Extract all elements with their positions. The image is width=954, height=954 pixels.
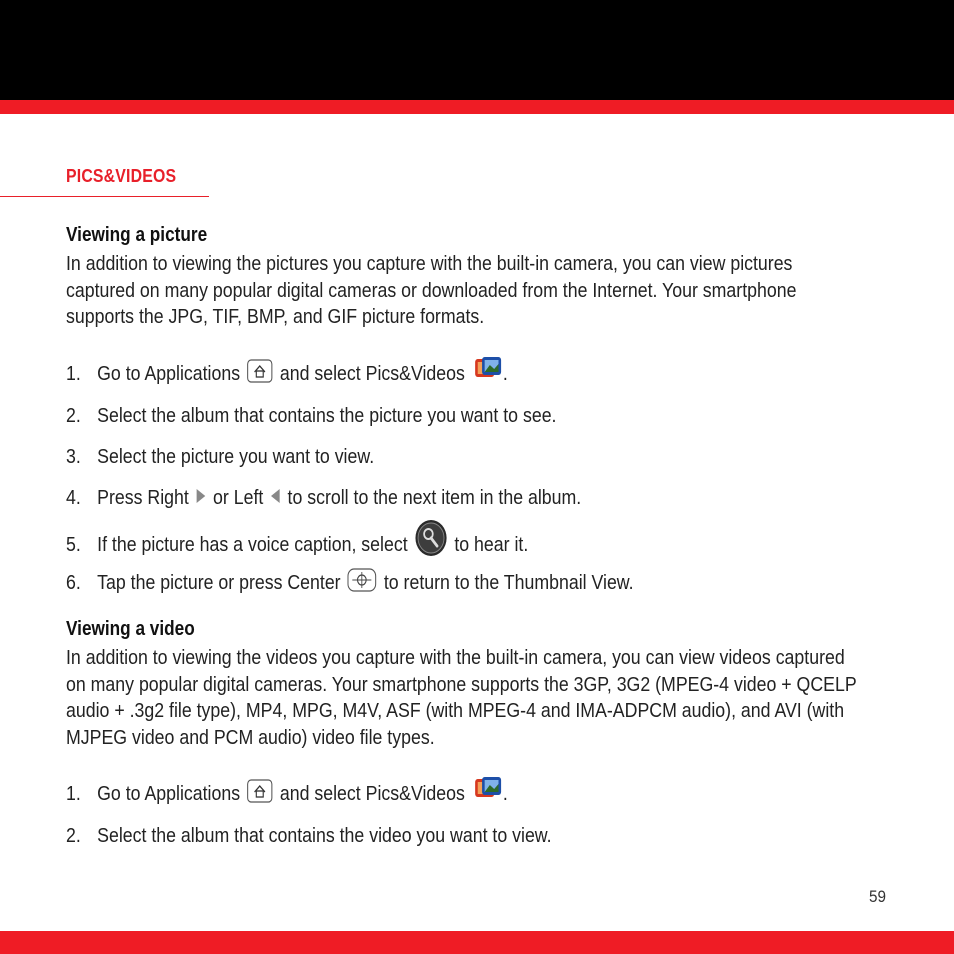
header-bar [0,0,954,100]
step-number: 2. [66,404,81,427]
video-heading: Viewing a video [66,618,195,640]
picture-step-5 [66,527,528,563]
step-number: 1. [66,782,81,805]
picture-heading: Viewing a picture [66,224,208,246]
voice-caption-icon [415,519,448,563]
step-text: Tap the picture or press Center [97,571,341,594]
step-text: Go to Applications [97,782,241,805]
step-text: Select the picture you want to view. [97,445,375,468]
step-text: and select Pics&Videos [279,782,465,805]
step-text: to hear it. [454,533,529,556]
step-text: to scroll to the next item in the album. [287,486,582,509]
footer-accent-bar [0,931,954,954]
step-number: 2. [66,824,81,847]
page-number: 59 [869,887,887,906]
step-number: 1. [66,362,81,385]
left-arrow-icon [270,486,280,510]
step-number: 6. [66,571,81,594]
pics-videos-app-icon [474,355,503,387]
step-number: 4. [66,486,81,509]
center-button-icon [348,568,377,598]
applications-home-icon [247,359,273,389]
picture-intro: In addition to viewing the pictures you capture with the built-in camera, you can view pictures captured on many popular digital cameras or downloaded from the Internet. Your smartphone supports the JPG, TIF, BMP, and GIF picture formats. [66,252,797,328]
step-text: . [502,362,508,385]
right-arrow-icon [196,486,206,510]
step-text: or Left [213,486,264,509]
section-label: PICS&VIDEOS [66,166,177,186]
picture-step-1 [66,359,508,389]
video-step-2 [66,824,552,848]
step-text: If the picture has a voice caption, select [97,533,408,556]
picture-step-3 [66,445,374,469]
step-text: Select the album that contains the picture you want to see. [97,404,557,427]
step-text: . [502,782,508,805]
video-step-1 [66,779,508,809]
applications-home-icon [247,779,273,809]
step-number: 5. [66,533,81,556]
step-text: Select the album that contains the video you want to view. [97,824,552,847]
picture-step-2 [66,404,556,428]
picture-step-6 [66,568,634,598]
picture-step-4 [66,486,581,510]
step-text: to return to the Thumbnail View. [383,571,634,594]
header-accent-stripe [0,100,954,114]
video-intro: In addition to viewing the videos you capture with the built-in camera, you can view videos captured on many popular digital cameras. Your smartphone supports the 3GP, 3G2 (MPEG-4 video + QCELP audio + .3g2 file type), MP4, MPG, M4V, ASF (with MPEG-4 and IMA-ADPCM audio), and AVI (with MJPEG video and PCM audio) video file types. [66,646,857,749]
step-text: Press Right [97,486,189,509]
pics-videos-app-icon [474,775,503,807]
step-number: 3. [66,445,81,468]
step-text: Go to Applications [97,362,241,385]
step-text: and select Pics&Videos [279,362,465,385]
section-rule [0,196,209,197]
